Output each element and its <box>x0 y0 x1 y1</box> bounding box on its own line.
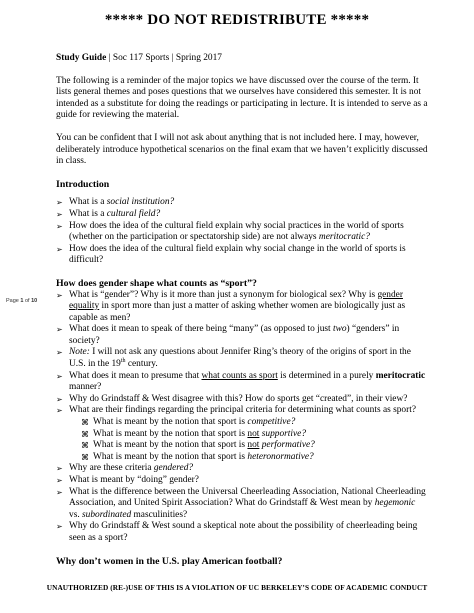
intro-paragraph: The following is a reminder of the major topics we have discussed over the course of the term. It lists general themes and poses questions that we ourselves have considered this semester. It is not intended as a substitute for doing the readings or participating in lecture. It is intended to serve as a guide for reviewing the material. <box>56 75 428 121</box>
header-separator: | <box>106 53 113 63</box>
sub-list-item: ⌘ What is meant by the notion that sport is heteronormative? <box>81 451 314 462</box>
introduction-question-list <box>56 197 428 267</box>
header-label: Study Guide <box>56 53 107 63</box>
list-item: ➢ Note: I will not ask any questions about Jennifer Ring’s theory of the origins of sport in the U.S. in the 19th century. <box>56 347 411 370</box>
list-item: ➢ Why are these criteria gendered? <box>56 463 194 474</box>
sub-list-item: ⌘ What is meant by the notion that sport is competitive? <box>81 417 296 428</box>
list-item: ➢ How does the idea of the cultural field explain why social practices in the world of sports (whether on the participation or spectatorship side) are not always meritocratic? <box>56 220 404 243</box>
list-item: ➢ What are their findings regarding the principal criteria for determining what counts as sport? ⌘ What is meant by the notion that sport is competitive? ⌘ What is meant by the notion that sport is not supportive? ⌘ What is meant by the notion that sport is not performative? ⌘ What is meant by the notion that sport is heteronormative? <box>56 405 428 463</box>
list-item: ➢ What does it mean to speak of there being “many” (as opposed to just two) “genders” in society? <box>56 324 400 346</box>
criteria-sublist <box>69 417 428 463</box>
list-item: ➢ Why do Grindstaff & West disagree with this? How do sports get “created”, in their view? <box>56 393 408 404</box>
arrow-bullet-icon: ➢ <box>56 198 63 208</box>
section-heading-introduction: Introduction <box>56 178 110 190</box>
sub-bullet-icon: ⌘ <box>81 452 89 462</box>
sub-list-item: ⌘ What is meant by the notion that sport is not performative? <box>81 440 315 451</box>
list-item: ➢ What is meant by “doing” gender? <box>56 475 199 485</box>
header-separator: | <box>169 53 176 63</box>
arrow-bullet-icon: ➢ <box>56 371 63 381</box>
page-indicator: Page 1 of 10 <box>6 298 38 304</box>
sub-bullet-icon: ⌘ <box>81 429 89 439</box>
header-course: Soc 117 Sports <box>112 53 170 63</box>
list-item: ➢ What is a social institution? <box>56 197 175 208</box>
academic-conduct-footer: UNAUTHORIZED (RE-)USE OF THIS IS A VIOLATION OF UC BERKELEY’S CODE OF ACADEMIC CONDUCT <box>46 583 428 592</box>
sub-bullet-icon: ⌘ <box>81 418 89 428</box>
arrow-bullet-icon: ➢ <box>56 406 63 416</box>
list-item: ➢ What is the difference between the Universal Cheerleading Association, National Cheerleading Association, and United Spirit Association? What do Grindstaff & West mean by hegemonic vs. subordinated masculinities? <box>56 486 426 520</box>
list-item: ➢ Why do Grindstaff & West sound a skeptical note about the possibility of cheerleading being seen as a sport? <box>56 521 418 543</box>
total-pages-number: 10 <box>31 298 38 304</box>
sub-bullet-icon: ⌘ <box>81 441 89 451</box>
list-item: ➢ How does the idea of the cultural field explain why social change in the world of sports is difficult? <box>56 243 406 266</box>
section-heading-gender: How does gender shape what counts as “sport”? <box>56 277 257 289</box>
arrow-bullet-icon: ➢ <box>56 394 63 404</box>
arrow-bullet-icon: ➢ <box>56 348 63 358</box>
arrow-bullet-icon: ➢ <box>56 325 63 335</box>
redistribution-banner: ***** DO NOT REDISTRIBUTE ***** <box>104 12 370 28</box>
list-item: ➢ What is a cultural field? <box>56 208 161 219</box>
arrow-bullet-icon: ➢ <box>56 476 63 485</box>
study-guide-header <box>56 53 428 65</box>
section-heading-football: Why don’t women in the U.S. play American football? <box>56 555 283 567</box>
arrow-bullet-icon: ➢ <box>56 290 63 300</box>
list-item: ➢ What is “gender”? Why is it more than just a synonym for biological sex? Why is gender equality in sport more than just a matter of asking whether women are biologically just as capable as men? <box>56 289 406 323</box>
arrow-bullet-icon: ➢ <box>56 209 63 219</box>
gender-question-list <box>56 290 428 545</box>
header-term: Spring 2017 <box>175 53 222 63</box>
intro-paragraph: You can be confident that I will not ask about anything that is not included here. I may, however, deliberately introduce hypothetical scenarios on the final exam that we haven’t explicitly discussed in class. <box>56 132 428 167</box>
arrow-bullet-icon: ➢ <box>56 221 63 231</box>
arrow-bullet-icon: ➢ <box>56 464 63 474</box>
arrow-bullet-icon: ➢ <box>56 522 63 532</box>
list-item: ➢ What does it mean to presume that what counts as sport is determined in a purely meritocratic manner? <box>56 370 426 393</box>
current-page-number: 1 <box>20 298 24 304</box>
document-body <box>56 53 428 567</box>
arrow-bullet-icon: ➢ <box>56 487 63 497</box>
sub-list-item: ⌘ What is meant by the notion that sport is not supportive? <box>81 428 307 439</box>
arrow-bullet-icon: ➢ <box>56 244 63 254</box>
